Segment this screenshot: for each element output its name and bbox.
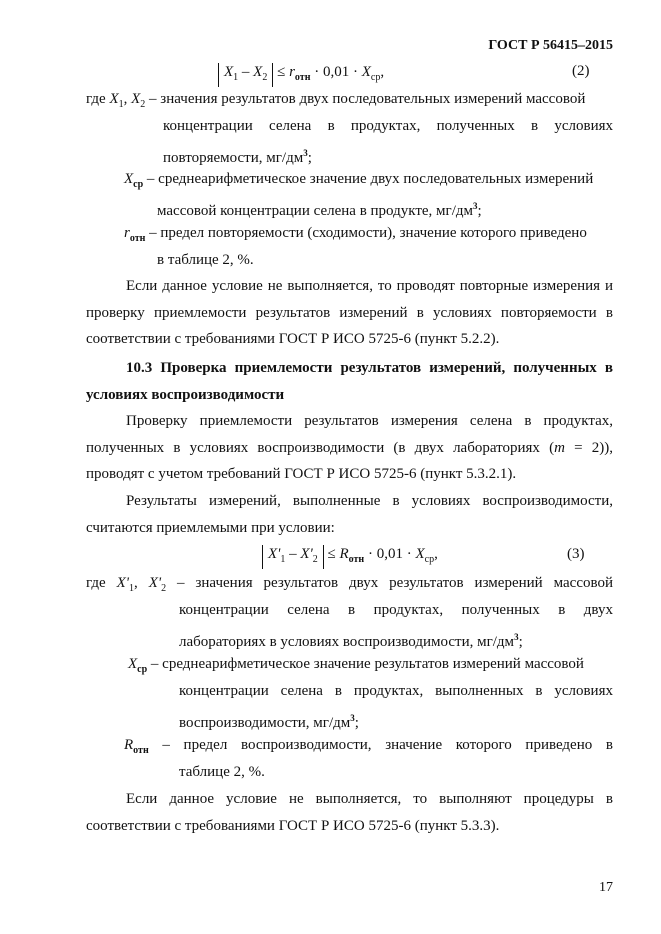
equation-number-3: (3) bbox=[567, 546, 585, 562]
definition-x1-x2-cont: концентрации селена в продуктах, полученных в условиях повторяемости, $мг/дм^3$; bbox=[163, 118, 613, 166]
definition-R-otn: $R_{отн}$ – предел воспроизводимости, значение которого приведено в bbox=[124, 737, 613, 756]
definition-x1-x2: где $X_1$, $X_2$ – значения результатов двух последовательных измерений массовой bbox=[86, 91, 586, 110]
formula-2: $X_1 - X_2 \le r_{отн} \cdot 0,01 \cdot X_{ср}$, bbox=[218, 59, 384, 91]
paragraph-acceptability-condition: Результаты измерений, выполненные в условиях воспроизводимости, считаются приемлемыми при условии: bbox=[86, 493, 613, 536]
formula-3: $X'_1 - X'_2 \le R_{отн} \cdot 0,01 \cdot X_{ср}$, bbox=[262, 541, 438, 573]
definition-x1p-x2p: где $X'_1$, $X'_2$ – значения результатов двух результатов измерений массовой bbox=[86, 575, 613, 594]
definition-xcp: $X_{ср}$ – среднеарифметическое значение двух последовательных измерений bbox=[124, 171, 594, 190]
section-heading-10-3: 10.3 Проверка приемлемости результатов измерений, полученных в условиях воспроизводимости bbox=[86, 360, 613, 403]
definition-x1p-x2p-cont: концентрации селена в продуктах, полученных в двух лабораториях в условиях воспроизводимости, $мг/дм^3$; bbox=[179, 602, 613, 650]
abs-expression: $X'_1 - X'_2$ bbox=[262, 545, 324, 569]
definition-r-otn-cont: в таблице 2, %. bbox=[157, 252, 254, 268]
abs-expression: $X_1 - X_2$ bbox=[218, 63, 273, 87]
equation-number-2: (2) bbox=[572, 63, 590, 79]
definition-xcp-cont: массовой концентрации селена в продукте, $мг/дм^3$; bbox=[157, 201, 482, 219]
definition-xcp-2: $X_{ср}$ – среднеарифметическое значение результатов измерений массовой bbox=[128, 656, 584, 675]
definition-xcp-2-cont: концентрации селена в продуктах, выполненных в условиях воспроизводимости, $мг/дм^3$; bbox=[179, 683, 613, 731]
paragraph-repeat-measurements: Если данное условие не выполняется, то проводят повторные измерения и проверку приемлемости результатов измерений в условиях повторяемости в соответствии с требованиями ГОСТ Р ИСО 5725-6 (пункт 5.2.2). bbox=[86, 278, 613, 347]
definition-R-otn-cont: таблице 2, %. bbox=[179, 764, 265, 780]
definition-r-otn: $r_{отн}$ – предел повторяемости (сходимости), значение которого приведено bbox=[124, 225, 587, 244]
page-number: 17 bbox=[599, 880, 613, 895]
paragraph-procedures: Если данное условие не выполняется, то выполняют процедуры в соответствии с требованиями ГОСТ Р ИСО 5725-6 (пункт 5.3.3). bbox=[86, 791, 613, 834]
document-header: ГОСТ Р 56415–2015 bbox=[488, 38, 613, 53]
paragraph-reproducibility-check: Проверку приемлемости результатов измерения селена в продуктах, полученных в условиях воспроизводимости (в двух лабораториях (m = 2)), проводят с учетом требований ГОСТ Р ИСО 5725-6 (пункт 5.3.2.1). bbox=[86, 413, 614, 482]
